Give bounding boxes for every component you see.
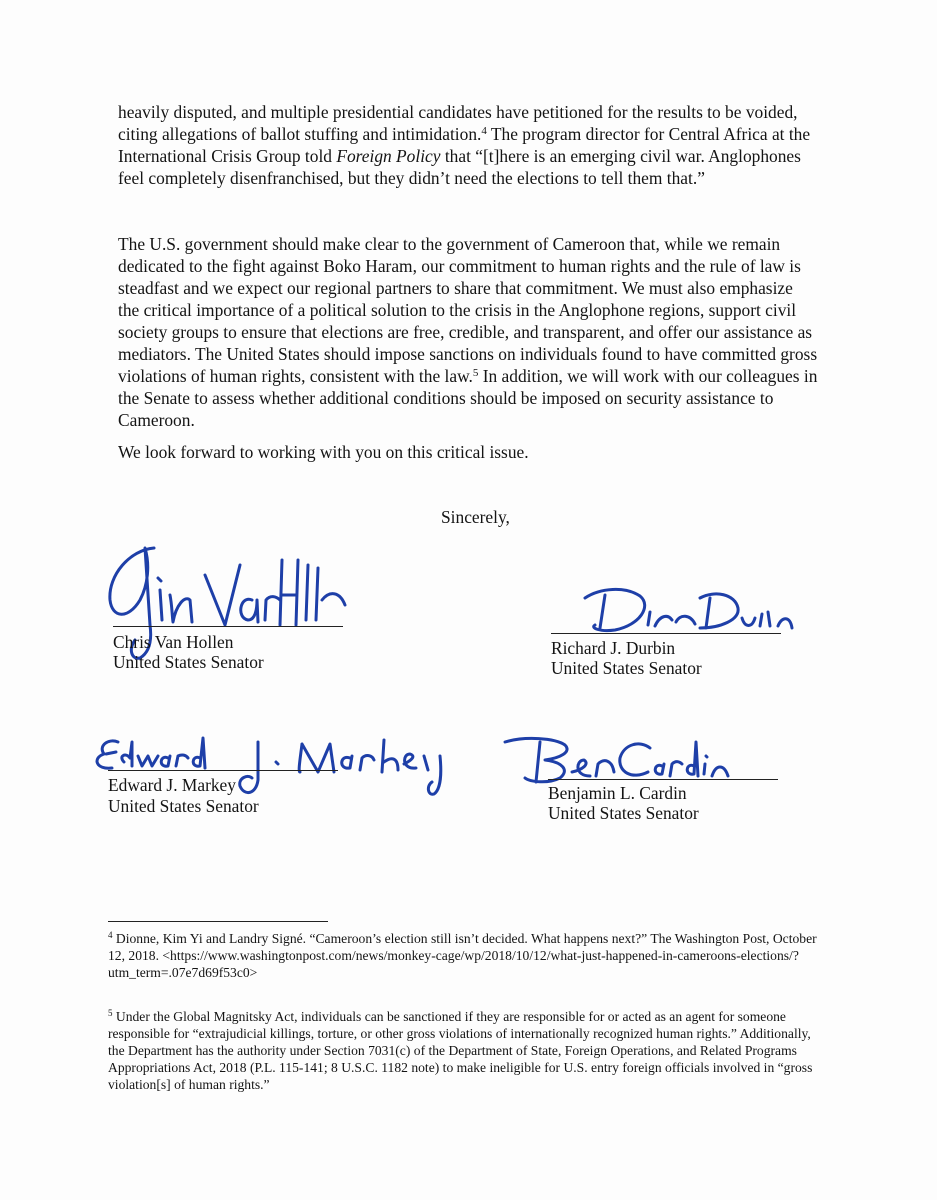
footnote-ref-5: 5 (472, 367, 479, 379)
signatory-title: United States Senator (548, 803, 699, 823)
footnote-separator (108, 921, 328, 922)
footnote-ref-4: 4 (481, 125, 487, 137)
signature-line (548, 779, 778, 780)
paragraph-text: We look forward to working with you on this critical issue. (118, 442, 529, 462)
signatory-name: Edward J. Markey (108, 775, 236, 795)
footnote-5 (108, 1008, 823, 1093)
paragraph-text: The program director for Central Africa at the International Crisis Group told (118, 124, 811, 166)
footnote-text: Dionne, Kim Yi and Landry Signé. “Cameroon’s election still isn’t decided. What happens next?” The Washington Post, October 12, 2018. <https://www.washingtonpost.com/news/monkey-cage/wp/2018/10/12/what-just-happened-in-cameroons-elections/?utm_term=.07e7d69f53c0> (108, 931, 817, 980)
signatory-title: United States Senator (113, 652, 264, 672)
signatory-name: Chris Van Hollen (113, 632, 234, 652)
paragraph-text: that “[t]here is an emerging civil war. Anglophones feel completely disenfranchised, but they didn’t need the elections to tell them that.” (118, 146, 801, 188)
paragraph-text: In addition, we will work with our colleagues in the Senate to assess whether additional conditions should be imposed on security assistance to Cameroon. (118, 366, 818, 430)
paragraph-text: The U.S. government should make clear to the government of Cameroon that, while we remain dedicated to the fight against Boko Haram, our commitment to human rights and the rule of law is steadfast and we expect our regional partners to share that commitment. We must also emphasize the critical importance of a political solution to the crisis in the Anglophone regions, support civil society groups to ensure that elections are free, credible, and transparent, and offer our assistance as mediators. The United States should impose sanctions on individuals found to have committed gross violations of human rights, consistent with the law. (118, 234, 818, 386)
signatory-name: Benjamin L. Cardin (548, 783, 687, 803)
paragraph-text: heavily disputed, and multiple presidential candidates have petitioned for the results to be voided, citing allegations of ballot stuffing and intimidation. (118, 102, 798, 144)
signatory-title: United States Senator (108, 796, 259, 816)
publication-title: Foreign Policy (336, 146, 441, 166)
footnote-text: Under the Global Magnitsky Act, individuals can be sanctioned if they are responsible for or acted as an agent for someone responsible for “extrajudicial killings, torture, or other gross violations of internationally recognized human rights.” Additionally, the Department has the authority under Section 7031(c) of the Department of State, Foreign Operations, and Related Programs Appropriations Act, 2018 (P.L. 115-141; 8 U.S.C. 1182 note) to make ineligible for U.S. entry foreign officials involved in “gross violation[s] of human rights.” (108, 1009, 813, 1092)
signatory-name: Richard J. Durbin (551, 638, 676, 658)
signatory-title: United States Senator (551, 658, 702, 678)
footnote-number: 5 (108, 1008, 113, 1018)
closing-salutation: Sincerely, (441, 507, 510, 527)
footnote-4 (108, 930, 823, 981)
footnote-number: 4 (108, 930, 113, 940)
